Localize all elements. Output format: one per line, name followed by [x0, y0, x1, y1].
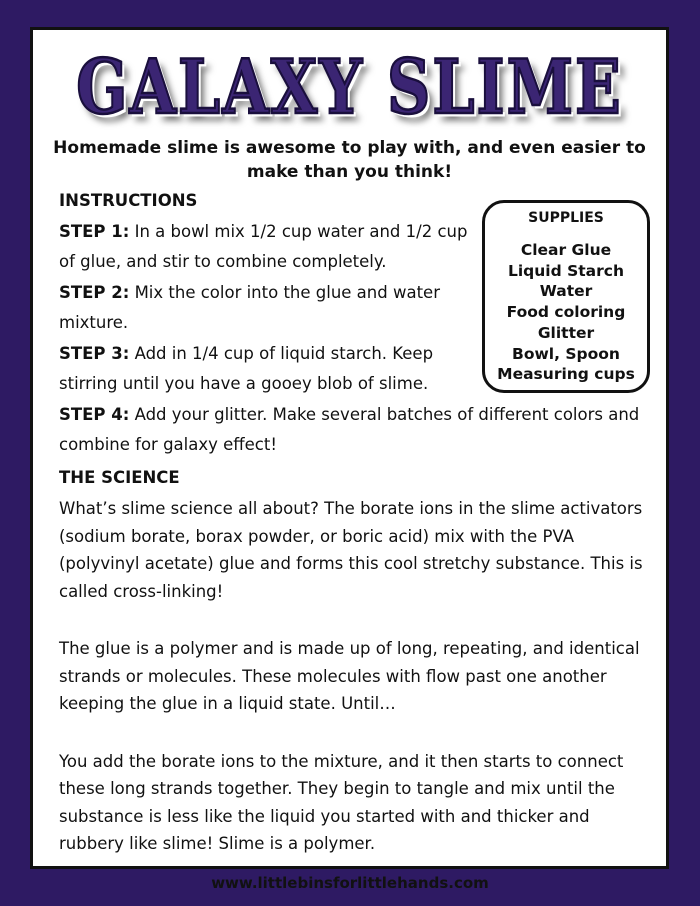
- step-3-text: Add in 1/4 cup of liquid starch. Keep stirring until you have a gooey blob of slime.: [59, 343, 434, 393]
- step-3-label: STEP 3:: [59, 343, 130, 363]
- step-2-text: Mix the color into the glue and water mixture.: [59, 282, 440, 332]
- science-body: [59, 495, 659, 858]
- page-title: GALAXY SLIME: [76, 44, 623, 132]
- intro-text: Homemade slime is awesome to play with, and even easier to make than you think!: [53, 138, 646, 182]
- step-2: [59, 278, 449, 339]
- step-4-text: Add your glitter. Make several batches of different colors and combine for galaxy effect!: [59, 404, 640, 454]
- step-1-text: In a bowl mix 1/2 cup water and 1/2 cup of glue, and stir to combine completely.: [59, 221, 468, 271]
- step-4: [59, 400, 659, 461]
- supply-item: Liquid Starch: [507, 261, 625, 280]
- supply-item: Bowl, Spoon: [512, 344, 620, 363]
- supplies-list: [485, 240, 647, 385]
- step-3: [59, 339, 459, 400]
- supply-item: Clear Glue: [520, 241, 612, 259]
- science-paragraph: What’s slime science all about? The borate ions in the slime activators (sodium borate, borax powder, or boric acid) mix with the PVA (polyvinyl acetate) glue and forms this cool stretchy substance. This is called cross-linking!: [59, 499, 643, 601]
- science-paragraph: You add the borate ions to the mixture, and it then starts to connect these long strands together. They begin to tangle and mix until the substance is less like the liquid you started with and thicker and rubbery like slime! Slime is a polymer.: [59, 751, 624, 853]
- supply-item: Measuring cups: [497, 365, 635, 384]
- science-heading: THE SCIENCE: [59, 467, 180, 487]
- supplies-heading: SUPPLIES: [528, 210, 604, 226]
- footer-url: www.littlebinsforlittlehands.com: [211, 874, 489, 892]
- content-card: [30, 27, 669, 869]
- supply-item: Glitter: [537, 323, 595, 342]
- science-paragraph: The glue is a polymer and is made up of long, repeating, and identical strands or molecules. These molecules with flow past one another keeping the glue in a liquid state. Until…: [59, 639, 640, 713]
- step-4-label: STEP 4:: [59, 404, 130, 424]
- step-1-label: STEP 1:: [59, 221, 130, 241]
- step-1: [59, 217, 479, 278]
- step-2-label: STEP 2:: [59, 282, 130, 302]
- supply-item: Food coloring: [506, 303, 626, 322]
- supply-item: Water: [539, 282, 593, 301]
- supplies-box: [482, 200, 650, 393]
- instructions-heading: INSTRUCTIONS: [59, 191, 198, 210]
